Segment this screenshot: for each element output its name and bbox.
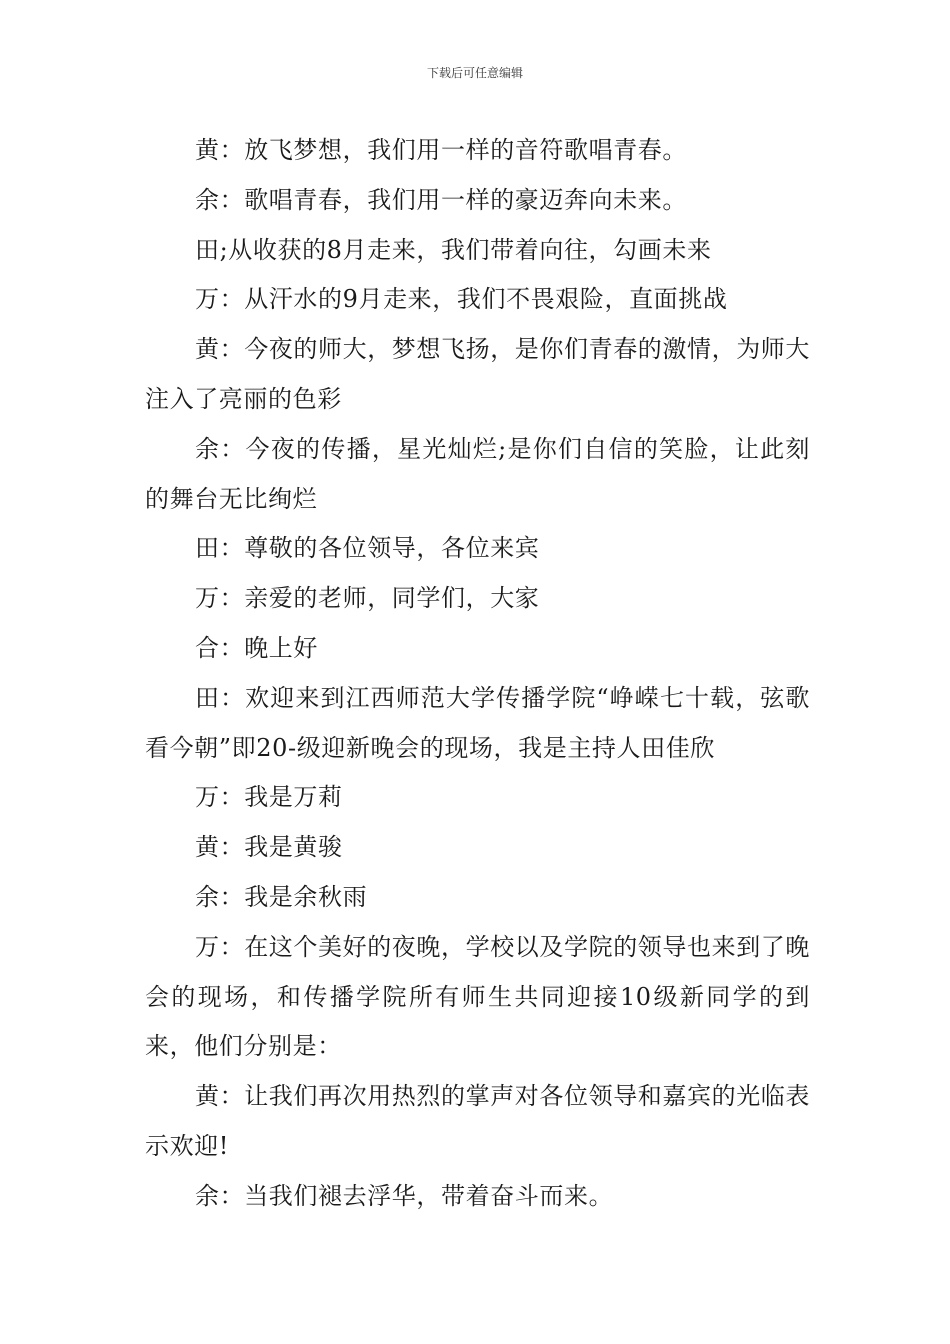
- paragraph: 田：欢迎来到江西师范大学传播学院“峥嵘七十载，弦歌看今朝”即20-级迎新晚会的现场，我是主持人田佳欣: [145, 683, 810, 762]
- paragraph: 万：在这个美好的夜晚，学校以及学院的领导也来到了晚会的现场，和传播学院所有师生共同迎接10级新同学的到来，他们分别是：: [145, 932, 810, 1061]
- paragraph: 万：亲爱的老师，同学们，大家: [195, 584, 540, 613]
- document-body: [145, 126, 810, 1222]
- paragraph: 万：从汗水的9月走来，我们不畏艰险，直面挑战: [195, 285, 728, 314]
- paragraph: 余：当我们褪去浮华，带着奋斗而来。: [195, 1181, 614, 1210]
- paragraph: 余：今夜的传播，星光灿烂;是你们自信的笑脸，让此刻的舞台无比绚烂: [145, 434, 810, 513]
- paragraph: 田;从收获的8月走来，我们带着向往，勾画未来: [195, 235, 712, 264]
- paragraph: 黄：今夜的师大，梦想飞扬，是你们青春的激情，为师大注入了亮丽的色彩: [145, 335, 810, 413]
- paragraph: 黄：让我们再次用热烈的掌声对各位领导和嘉宾的光临表示欢迎!: [145, 1082, 810, 1160]
- paragraph: 黄：放飞梦想，我们用一样的音符歌唱青春。: [195, 136, 687, 164]
- paragraph: 万：我是万莉: [195, 783, 343, 812]
- paragraph: 余：我是余秋雨: [195, 882, 368, 911]
- paragraph: 合：晚上好: [195, 633, 318, 662]
- paragraph: 余：歌唱青春，我们用一样的豪迈奔向未来。: [195, 185, 687, 214]
- paragraph: 黄：我是黄骏: [195, 833, 343, 862]
- page-header-note: 下载后可任意编辑: [426, 66, 523, 80]
- paragraph: 田：尊敬的各位领导，各位来宾: [195, 534, 540, 563]
